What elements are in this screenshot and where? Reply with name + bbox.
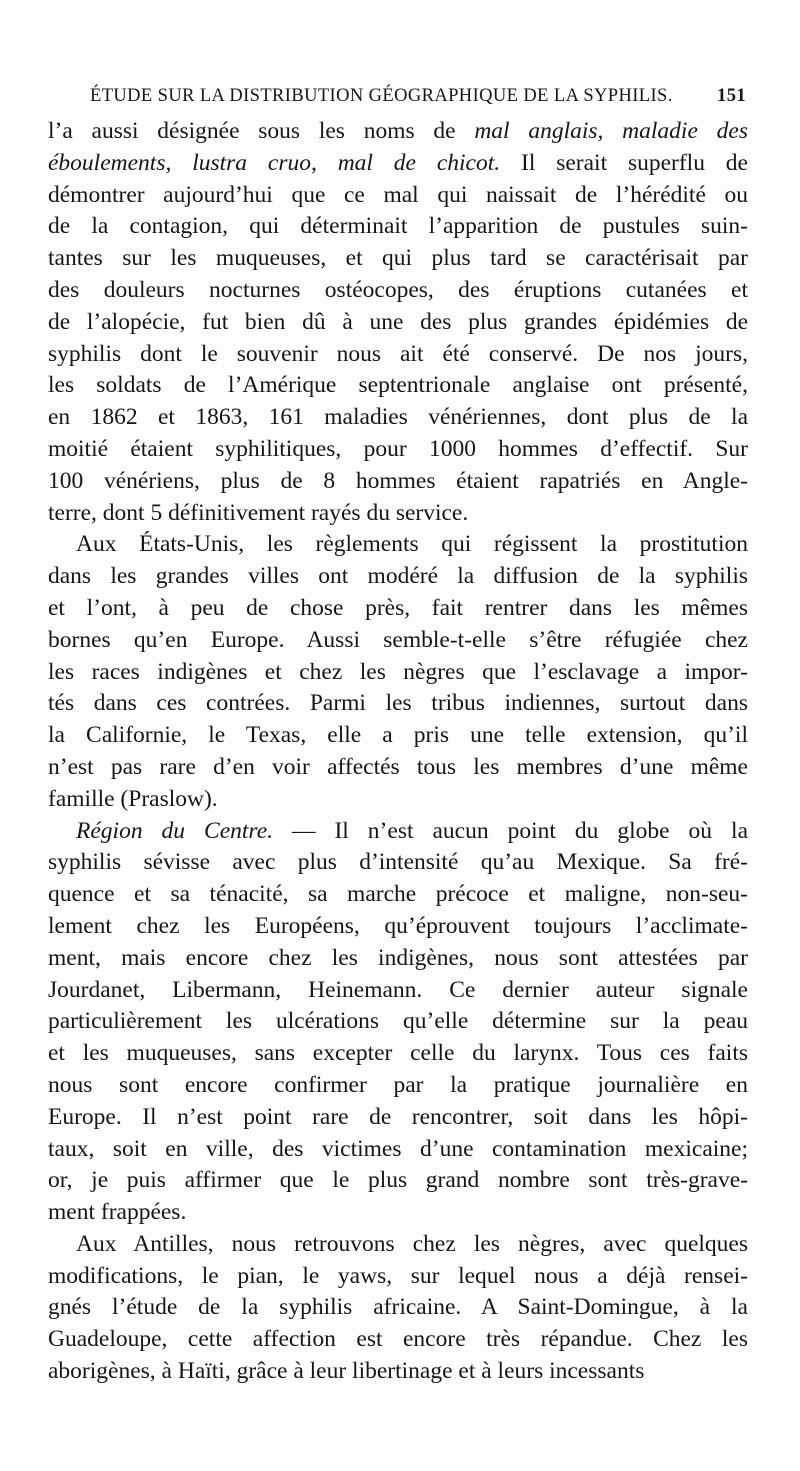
text-line	[48, 752, 748, 784]
text-run: Il serait superflu de	[500, 149, 748, 176]
running-head	[48, 82, 748, 110]
text-run: la Californie, le Texas, elle a pris une telle extension, qu’il	[48, 722, 748, 749]
text-line	[48, 1356, 748, 1388]
paragraph	[48, 1229, 748, 1388]
text-line	[48, 561, 748, 593]
text-line	[48, 370, 748, 402]
text-line	[48, 816, 748, 848]
running-head-title: ÉTUDE SUR LA DISTRIBUTION GÉOGRAPHIQUE DE LA SYPHILIS.	[90, 86, 673, 106]
text-run: quence et sa ténacité, sa marche précoce et maligne, non-seu-	[48, 881, 748, 908]
italic-text: éboulements, lustra cruo, mal de chicot.	[48, 149, 501, 176]
text-run: de la contagion, qui déterminait l’apparition de pustules suin-	[48, 213, 748, 240]
text-line	[48, 275, 748, 307]
text-run: bornes qu’en Europe. Aussi semble-t-elle s’être réfugiée chez	[48, 626, 748, 653]
text-run: aborigènes, à Haïti, grâce à leur libertinage et à leurs incessants	[48, 1358, 645, 1385]
text-line	[48, 466, 748, 498]
text-line	[48, 1102, 748, 1134]
text-run: les races indigènes et chez les nègres que l’esclavage a impor-	[48, 658, 748, 685]
text-run: n’est pas rare d’en voir affectés tous les membres d’une même	[48, 753, 748, 780]
text-line	[48, 180, 748, 212]
text-run: taux, soit en ville, des victimes d’une contamination mexicaine;	[48, 1135, 748, 1162]
text-line	[48, 243, 748, 275]
text-line	[48, 339, 748, 371]
paragraph	[48, 816, 748, 1229]
text-line	[48, 1006, 748, 1038]
text-line	[48, 1134, 748, 1166]
text-line	[48, 1292, 748, 1324]
text-line	[48, 1038, 748, 1070]
text-line	[48, 975, 748, 1007]
text-run: l’a aussi désignée sous les noms de	[48, 118, 475, 144]
text-run: modifications, le pian, le yaws, sur lequel nous a déjà rensei-	[48, 1262, 748, 1289]
text-run: Guadeloupe, cette affection est encore très répandue. Chez les	[48, 1326, 748, 1353]
text-run: nous sont encore confirmer par la pratique journalière en	[48, 1071, 748, 1098]
text-run: démontrer aujourd’hui que ce mal qui naissait de l’hérédité ou	[48, 181, 748, 208]
text-line	[48, 911, 748, 943]
text-line	[48, 720, 748, 752]
text-run: en 1862 et 1863, 161 maladies vénériennes, dont plus de la	[48, 404, 748, 431]
text-run: or, je puis affirmer que le plus grand nombre sont très-grave-	[48, 1167, 748, 1194]
text-run: Europe. Il n’est point rare de rencontrer, soit dans les hôpi-	[48, 1103, 748, 1130]
text-run: tantes sur les muqueuses, et qui plus tard se caractérisait par	[48, 245, 748, 272]
text-line	[48, 529, 748, 561]
text-run: 100 vénériens, plus de 8 hommes étaient rapatriés en Angle-	[48, 467, 748, 494]
body-text	[48, 116, 748, 1388]
text-run: de l’alopécie, fut bien dû à une des plus grandes épidémies de	[48, 308, 748, 335]
text-line	[48, 434, 748, 466]
text-line	[48, 1324, 748, 1356]
text-run: syphilis dont le souvenir nous ait été conservé. De nos jours,	[48, 340, 748, 367]
text-line	[48, 498, 748, 530]
text-line	[48, 211, 748, 243]
text-run: les soldats de l’Amérique septentrionale anglaise ont présenté,	[48, 372, 748, 399]
text-line	[48, 688, 748, 720]
text-line	[48, 1261, 748, 1293]
text-run: Aux États-Unis, les règlements qui régissent la prostitution	[76, 531, 748, 558]
text-line	[48, 784, 748, 816]
text-run: dans les grandes villes ont modéré la diffusion de la syphilis	[48, 563, 748, 590]
text-line	[48, 1165, 748, 1197]
page-number: 151	[717, 86, 746, 106]
paragraph	[48, 529, 748, 815]
text-line	[48, 148, 748, 180]
text-line	[48, 1229, 748, 1261]
text-run: et les muqueuses, sans excepter celle du larynx. Tous ces faits	[48, 1040, 748, 1067]
text-line	[48, 402, 748, 434]
text-run: Aux Antilles, nous retrouvons chez les nègres, avec quelques	[76, 1230, 748, 1257]
text-line	[48, 879, 748, 911]
text-run: des douleurs nocturnes ostéocopes, des éruptions cutanées et	[48, 276, 748, 303]
text-run: tés dans ces contrées. Parmi les tribus indiennes, surtout dans	[48, 690, 748, 717]
text-line	[48, 307, 748, 339]
italic-text: Région du Centre.	[76, 817, 273, 844]
text-run: famille (Praslow).	[48, 785, 218, 812]
text-run: Jourdanet, Libermann, Heinemann. Ce dernier auteur signale	[48, 976, 748, 1003]
text-run: syphilis sévisse avec plus d’intensité qu’au Mexique. Sa fré-	[48, 849, 748, 876]
italic-text: mal anglais, maladie des	[474, 118, 748, 144]
text-line	[48, 116, 748, 148]
text-run: lement chez les Européens, qu’éprouvent toujours l’acclimate-	[48, 912, 748, 939]
text-run: ment frappées.	[48, 1199, 187, 1226]
text-run: ment, mais encore chez les indigènes, nous sont attestées par	[48, 944, 748, 971]
text-line	[48, 1197, 748, 1229]
text-run: et l’ont, à peu de chose près, fait rentrer dans les mêmes	[48, 594, 748, 621]
text-line	[48, 1070, 748, 1102]
text-line	[48, 657, 748, 689]
text-line	[48, 943, 748, 975]
text-run: particulièrement les ulcérations qu’elle détermine sur la peau	[48, 1008, 748, 1035]
text-line	[48, 593, 748, 625]
text-line	[48, 847, 748, 879]
paragraph	[48, 116, 748, 529]
text-run: — Il n’est aucun point du globe où la	[273, 817, 748, 844]
text-line	[48, 625, 748, 657]
text-run: gnés l’étude de la syphilis africaine. A Saint-Domingue, à la	[48, 1294, 748, 1321]
text-run: moitié étaient syphilitiques, pour 1000 hommes d’effectif. Sur	[48, 435, 748, 462]
text-run: terre, dont 5 définitivement rayés du service.	[48, 499, 469, 526]
